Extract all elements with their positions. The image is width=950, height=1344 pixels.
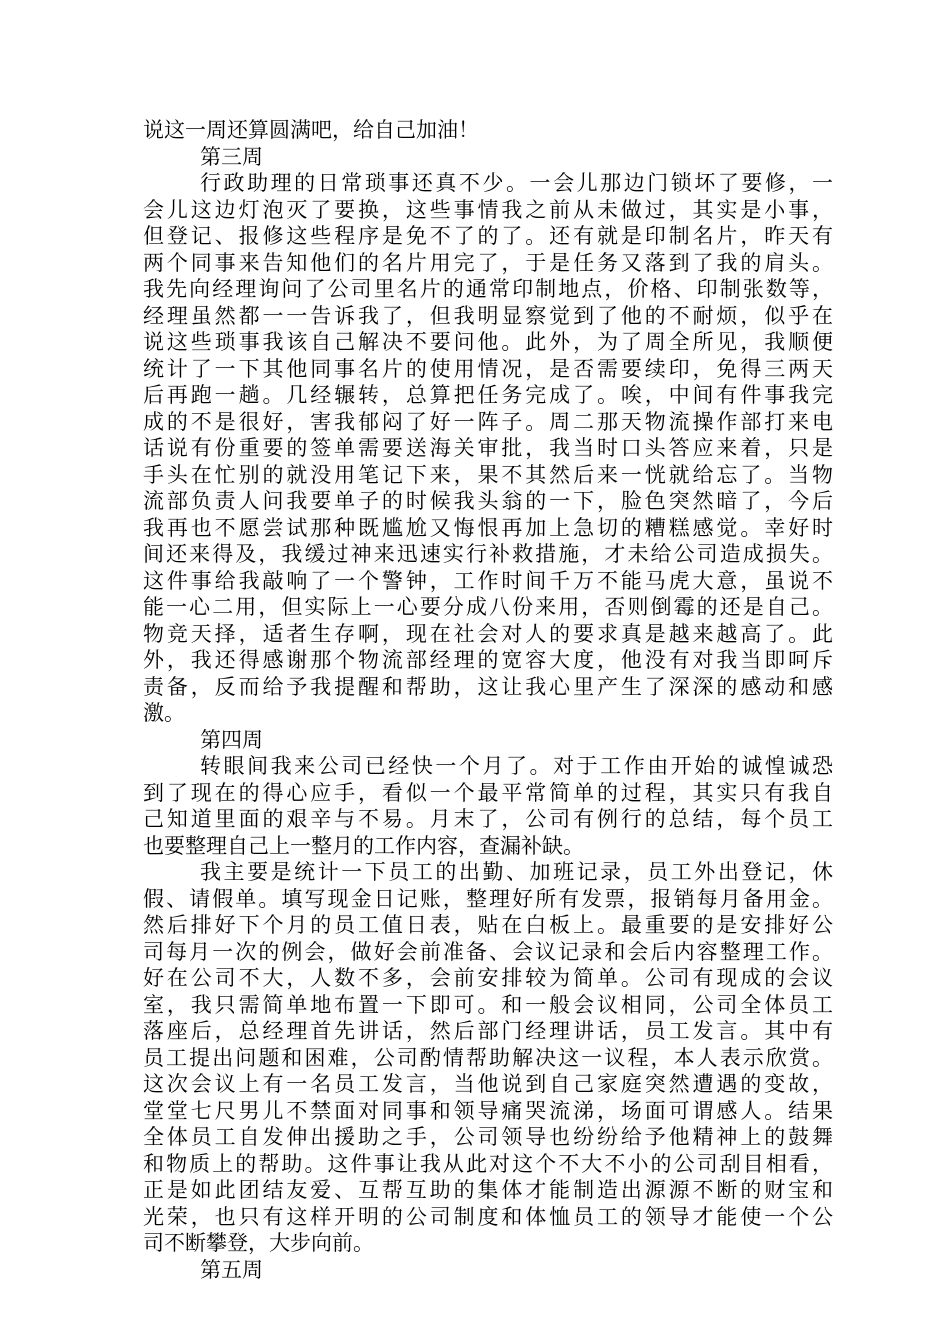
text-line: 落座后，总经理首先讲话，然后部门经理讲话，员工发言。其中有 <box>143 1019 833 1043</box>
text-line: 然后排好下个月的员工值日表，贴在白板上。最重要的是安排好公 <box>143 913 833 937</box>
text-line: 我先向经理询问了公司里名片的通常印制地点，价格、印制张数等， <box>143 277 833 301</box>
text-line: 话说有份重要的签单需要送海关审批，我当时口头答应来着，只是 <box>143 436 833 460</box>
text-line: 统计了一下其他同事名片的使用情况，是否需要续印，免得三两天 <box>143 356 833 381</box>
text-line: 外，我还得感谢那个物流部经理的宽容大度，他没有对我当即呵斥 <box>143 648 833 672</box>
text-line: 己知道里面的艰辛与不易。月末了，公司有例行的总结，每个员工 <box>143 807 833 831</box>
text-line: 司不断攀登，大步向前。 <box>143 1231 374 1255</box>
text-line: 我再也不愿尝试那种既尴尬又悔恨再加上急切的糟糕感觉。幸好时 <box>143 515 833 540</box>
text-line: 成的不是很好，害我郁闷了好一阵子。周二那天物流操作部打来电 <box>143 409 833 434</box>
document-page <box>143 117 833 1283</box>
text-line: 这次会议上有一名员工发言，当他说到自己家庭突然遭遇的变故， <box>143 1072 833 1096</box>
text-line: 经理虽然都一一告诉我了，但我明显察觉到了他的不耐烦，似乎在 <box>143 303 833 328</box>
text-line: 和物质上的帮助。这件事让我从此对这个不大不小的公司刮目相看， <box>143 1151 833 1176</box>
text-line: 能一心二用，但实际上一心要分成八份来用，否则倒霉的还是自己。 <box>143 595 833 619</box>
section-heading: 第四周 <box>200 727 263 752</box>
text-line: 间还来得及，我缓过神来迅速实行补救措施，才未给公司造成损失。 <box>143 542 833 566</box>
text-line: 物竞天择，适者生存啊，现在社会对人的要求真是越来越高了。此 <box>143 621 833 646</box>
text-line: 会儿这边灯泡灭了要换，这些事情我之前从未做过，其实是小事， <box>143 197 833 222</box>
text-line: 流部负责人问我要单子的时候我头翁的一下，脸色突然暗了，今后 <box>143 489 833 513</box>
section-heading: 第三周 <box>200 144 263 169</box>
text-line: 好在公司不大，人数不多，会前安排较为简单。公司有现成的会议 <box>143 966 833 990</box>
text-line: 转眼间我来公司已经快一个月了。对于工作由开始的诚惶诚恐 <box>200 754 833 778</box>
text-line: 全体员工自发伸出援助之手，公司领导也纷纷给予他精神上的鼓舞 <box>143 1125 833 1149</box>
text-line: 但登记、报修这些程序是免不了的了。还有就是印制名片，昨天有 <box>143 224 833 248</box>
text-line: 这件事给我敲响了一个警钟，工作时间千万不能马虎大意，虽说不 <box>143 568 833 593</box>
text-line: 也要整理自己上一整月的工作内容，查漏补缺。 <box>143 833 584 858</box>
text-line: 责备，反而给予我提醒和帮助，这让我心里产生了深深的感动和感 <box>143 674 833 699</box>
text-line: 光荣，也只有这样开明的公司制度和体恤员工的领导才能使一个公 <box>143 1204 833 1229</box>
text-line: 员工提出问题和困难，公司酌情帮助解决这一议程，本人表示欣赏。 <box>143 1045 833 1070</box>
text-line: 到了现在的得心应手，看似一个最平常简单的过程，其实只有我自 <box>143 780 833 805</box>
text-line: 行政助理的日常琐事还真不少。一会儿那边门锁坏了要修，一 <box>200 171 833 195</box>
text-line: 说这一周还算圆满吧，给自己加油！ <box>143 118 479 142</box>
text-line: 手头在忙别的就没用笔记下来，果不其然后来一恍就给忘了。当物 <box>143 462 833 487</box>
text-line: 两个同事来告知他们的名片用完了，于是任务又落到了我的肩头。 <box>143 250 833 275</box>
text-line: 堂堂七尺男儿不禁面对同事和领导痛哭流涕，场面可谓感人。结果 <box>143 1098 833 1123</box>
text-line: 说这些琐事我该自己解决不要问他。此外，为了周全所见，我顺便 <box>143 330 833 354</box>
text-line: 室，我只需简单地布置一下即可。和一般会议相同，公司全体员工 <box>143 992 833 1017</box>
text-line: 司每月一次的例会，做好会前准备、会议记录和会后内容整理工作。 <box>143 939 833 964</box>
text-line: 假、请假单。填写现金日记账，整理好所有发票，报销每月备用金。 <box>143 886 833 911</box>
text-line: 正是如此团结友爱、互帮互助的集体才能制造出源源不断的财宝和 <box>143 1178 833 1202</box>
text-line: 激。 <box>143 701 185 725</box>
text-line: 后再跑一趟。几经辗转，总算把任务完成了。唉，中间有件事我完 <box>143 383 833 407</box>
section-heading: 第五周 <box>200 1257 263 1282</box>
text-line: 我主要是统计一下员工的出勤、加班记录，员工外出登记，休 <box>200 860 833 884</box>
